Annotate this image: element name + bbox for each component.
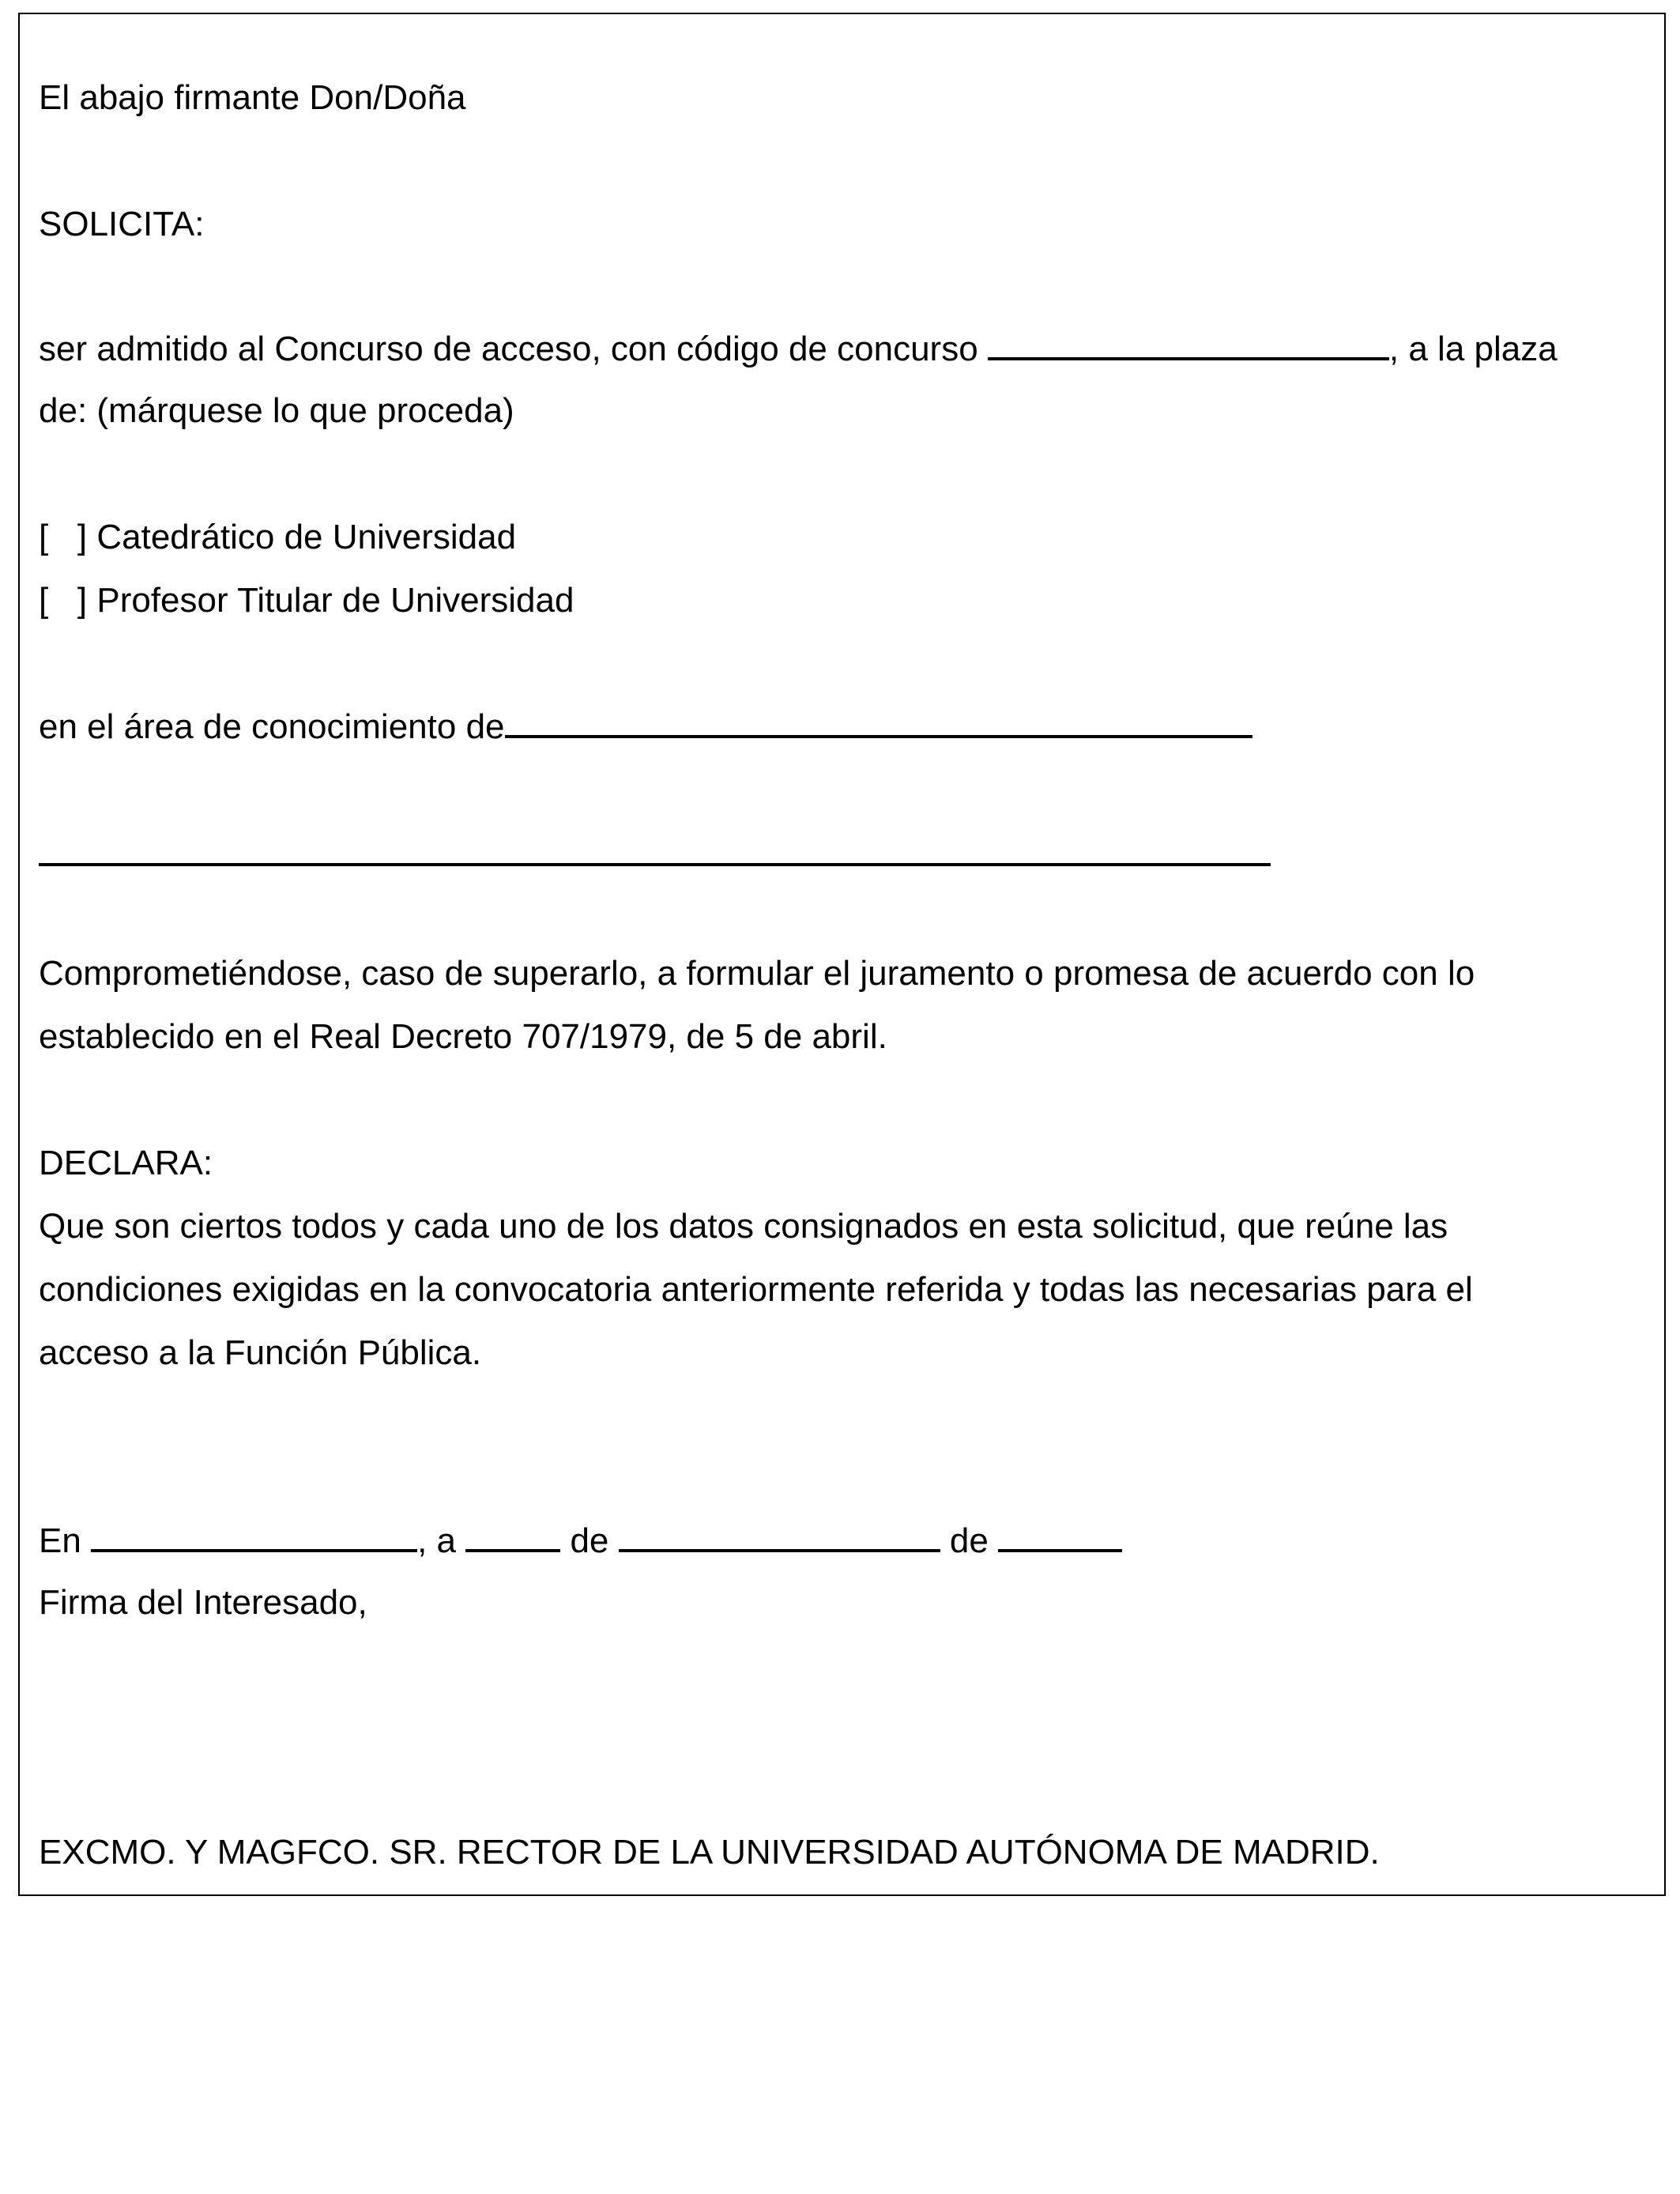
area-field-continued[interactable] [39,833,1271,866]
area-label: en el área de conocimiento de [39,707,505,746]
solicita-heading-text: SOLICITA: [39,205,205,243]
commitment-line-1 [39,953,1475,994]
option-catedratico[interactable] [39,517,516,558]
declara-line-2 [39,1269,1473,1310]
year-field[interactable] [998,1519,1122,1552]
place-prefix: En [39,1521,81,1560]
declara-text-2: condiciones exigidas en la convocatoria anteriormente referida y todas las necesarias para el [39,1270,1473,1309]
day-label: , a [417,1521,456,1560]
commitment-text-2: establecido en el Real Decreto 707/1979, de 5 de abril. [39,1017,887,1056]
declara-heading [39,1143,213,1184]
commitment-text-1: Comprometiéndose, caso de superarlo, a formular el juramento o promesa de acuerdo con lo [39,954,1475,993]
declara-text-3: acceso a la Función Pública. [39,1333,482,1372]
year-label: de [949,1521,989,1560]
option-profesor-titular[interactable] [39,580,574,621]
place-field[interactable] [91,1519,417,1552]
day-field[interactable] [465,1519,560,1552]
checkbox-catedratico[interactable]: [ ] [39,518,88,556]
declara-text-1: Que son ciertos todos y cada uno de los datos consignados en esta solicitud, que reúne las [39,1207,1448,1246]
addressee-line [39,1832,1380,1873]
declara-line-3 [39,1333,481,1374]
month-label: de [570,1521,609,1560]
solicita-text-before-code: ser admitido al Concurso de acceso, con código de concurso [39,330,978,368]
solicita-line-2 [39,390,514,432]
applicant-line-text: El abajo firmante Don/Doña [39,78,466,117]
applicant-name-label [39,77,466,119]
solicita-text-after-code: , a la plaza [1388,330,1558,368]
option-profesor-titular-label: Profesor Titular de Universidad [96,581,574,620]
solicita-text-line2: de: (márquese lo que proceda) [39,391,514,430]
signature-line [39,1582,367,1623]
area-line [39,705,1252,748]
commitment-line-2 [39,1016,887,1057]
declara-heading-text: DECLARA: [39,1144,213,1182]
area-field[interactable] [505,705,1252,738]
declara-line-1 [39,1206,1448,1247]
addressee-text: EXCMO. Y MAGFCO. SR. RECTOR DE LA UNIVERSIDAD AUTÓNOMA DE MADRID. [39,1833,1380,1872]
place-date-line [39,1519,1122,1562]
solicita-heading [39,204,204,245]
signature-label: Firma del Interesado, [39,1583,367,1622]
contest-code-field[interactable] [988,327,1389,360]
solicita-line-1 [39,327,1558,370]
option-catedratico-label: Catedrático de Universidad [96,518,517,556]
area-line-continued [39,833,1271,876]
checkbox-profesor-titular[interactable]: [ ] [39,581,88,620]
month-field[interactable] [619,1519,940,1552]
